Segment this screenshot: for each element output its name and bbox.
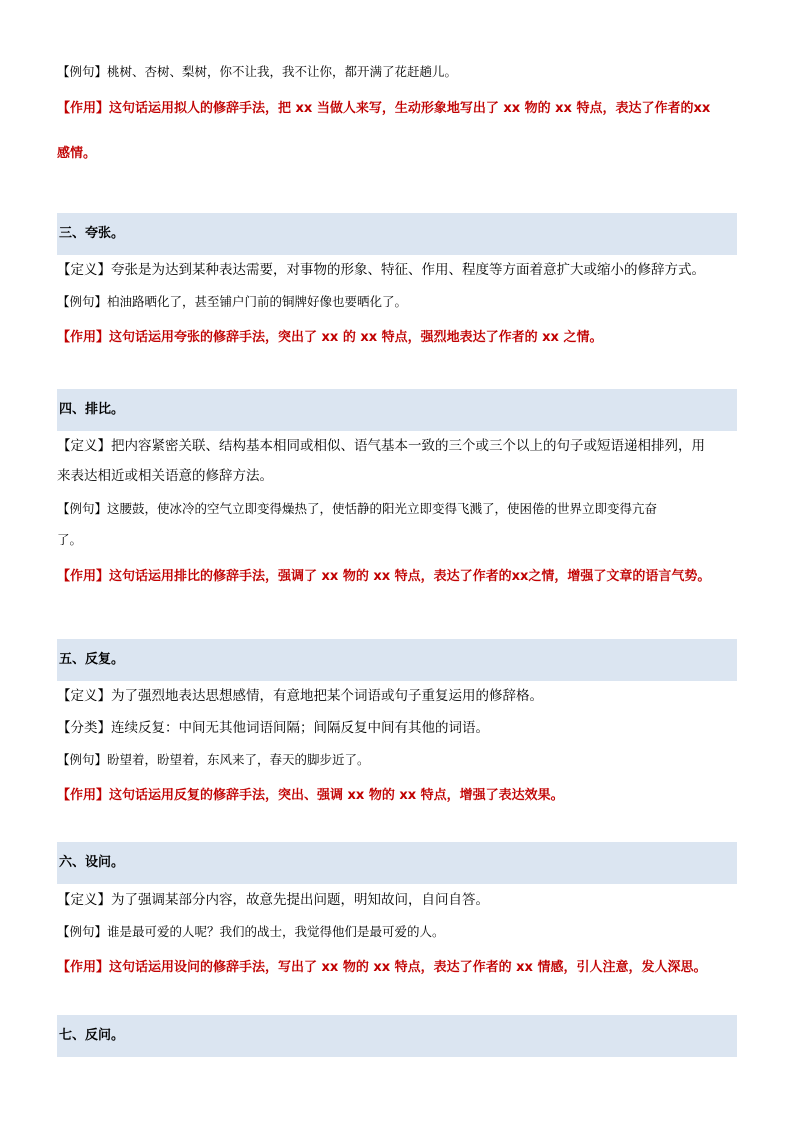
section-heading-rhetorical-question: 七、反问。 (57, 1015, 737, 1057)
category-repetition: 【分类】连续反复：中间无其他词语间隔；间隔反复中间有其他的词语。 (57, 720, 489, 736)
section-heading-rhetorical-qa: 六、设问。 (57, 842, 737, 884)
effect-parallelism: 【作用】这句话运用排比的修辞手法，强调了 xx 物的 xx 特点，表达了作者的xx之情，增强了文章的语言气势。 (57, 569, 711, 584)
definition-rhetorical-qa: 【定义】为了强调某部分内容，故意先提出问题，明知故问，自问自答。 (57, 892, 489, 908)
effect-personification-line1: 【作用】这句话运用拟人的修辞手法，把 xx 当做人来写，生动形象地写出了 xx 物的 xx 特点，表达了作者的xx (57, 101, 711, 116)
definition-hyperbole: 【定义】夸张是为达到某种表达需要，对事物的形象、特征、作用、程度等方面着意扩大或缩小的修辞方式。 (57, 262, 705, 278)
example-parallelism-line2: 了。 (57, 532, 83, 547)
definition-parallelism-line1: 【定义】把内容紧密关联、结构基本相同或相似、语气基本一致的三个或三个以上的句子或短语递相排列，用 (57, 438, 705, 454)
effect-hyperbole: 【作用】这句话运用夸张的修辞手法，突出了 xx 的 xx 特点，强烈地表达了作者的 xx 之情。 (57, 330, 603, 345)
effect-rhetorical-qa: 【作用】这句话运用设问的修辞手法，写出了 xx 物的 xx 特点，表达了作者的 xx 情感，引人注意，发人深思。 (57, 960, 707, 975)
effect-personification-line2: 感情。 (57, 146, 97, 161)
effect-repetition: 【作用】这句话运用反复的修辞手法，突出、强调 xx 物的 xx 特点，增强了表达效果。 (57, 788, 564, 803)
example-personification: 【例句】桃树、杏树、梨树，你不让我，我不让你，都开满了花赶趟儿。 (57, 64, 458, 79)
section-heading-parallelism: 四、排比。 (57, 389, 737, 431)
definition-repetition: 【定义】为了强烈地表达思想感情，有意地把某个词语或句子重复运用的修辞格。 (57, 688, 543, 704)
definition-parallelism-line2: 来表达相近或相关语意的修辞方法。 (57, 468, 273, 484)
section-heading-repetition: 五、反复。 (57, 639, 737, 681)
example-repetition: 【例句】盼望着，盼望着，东风来了，春天的脚步近了。 (57, 752, 370, 767)
example-rhetorical-qa: 【例句】谁是最可爱的人呢？我们的战士，我觉得他们是最可爱的人。 (57, 924, 445, 939)
section-heading-hyperbole: 三、夸张。 (57, 213, 737, 255)
example-hyperbole: 【例句】柏油路晒化了，甚至铺户门前的铜牌好像也要晒化了。 (57, 294, 408, 309)
example-parallelism-line1: 【例句】这腰鼓，使冰冷的空气立即变得燥热了，使恬静的阳光立即变得飞溅了，使困倦的世界立即变得亢奋 (57, 501, 658, 516)
